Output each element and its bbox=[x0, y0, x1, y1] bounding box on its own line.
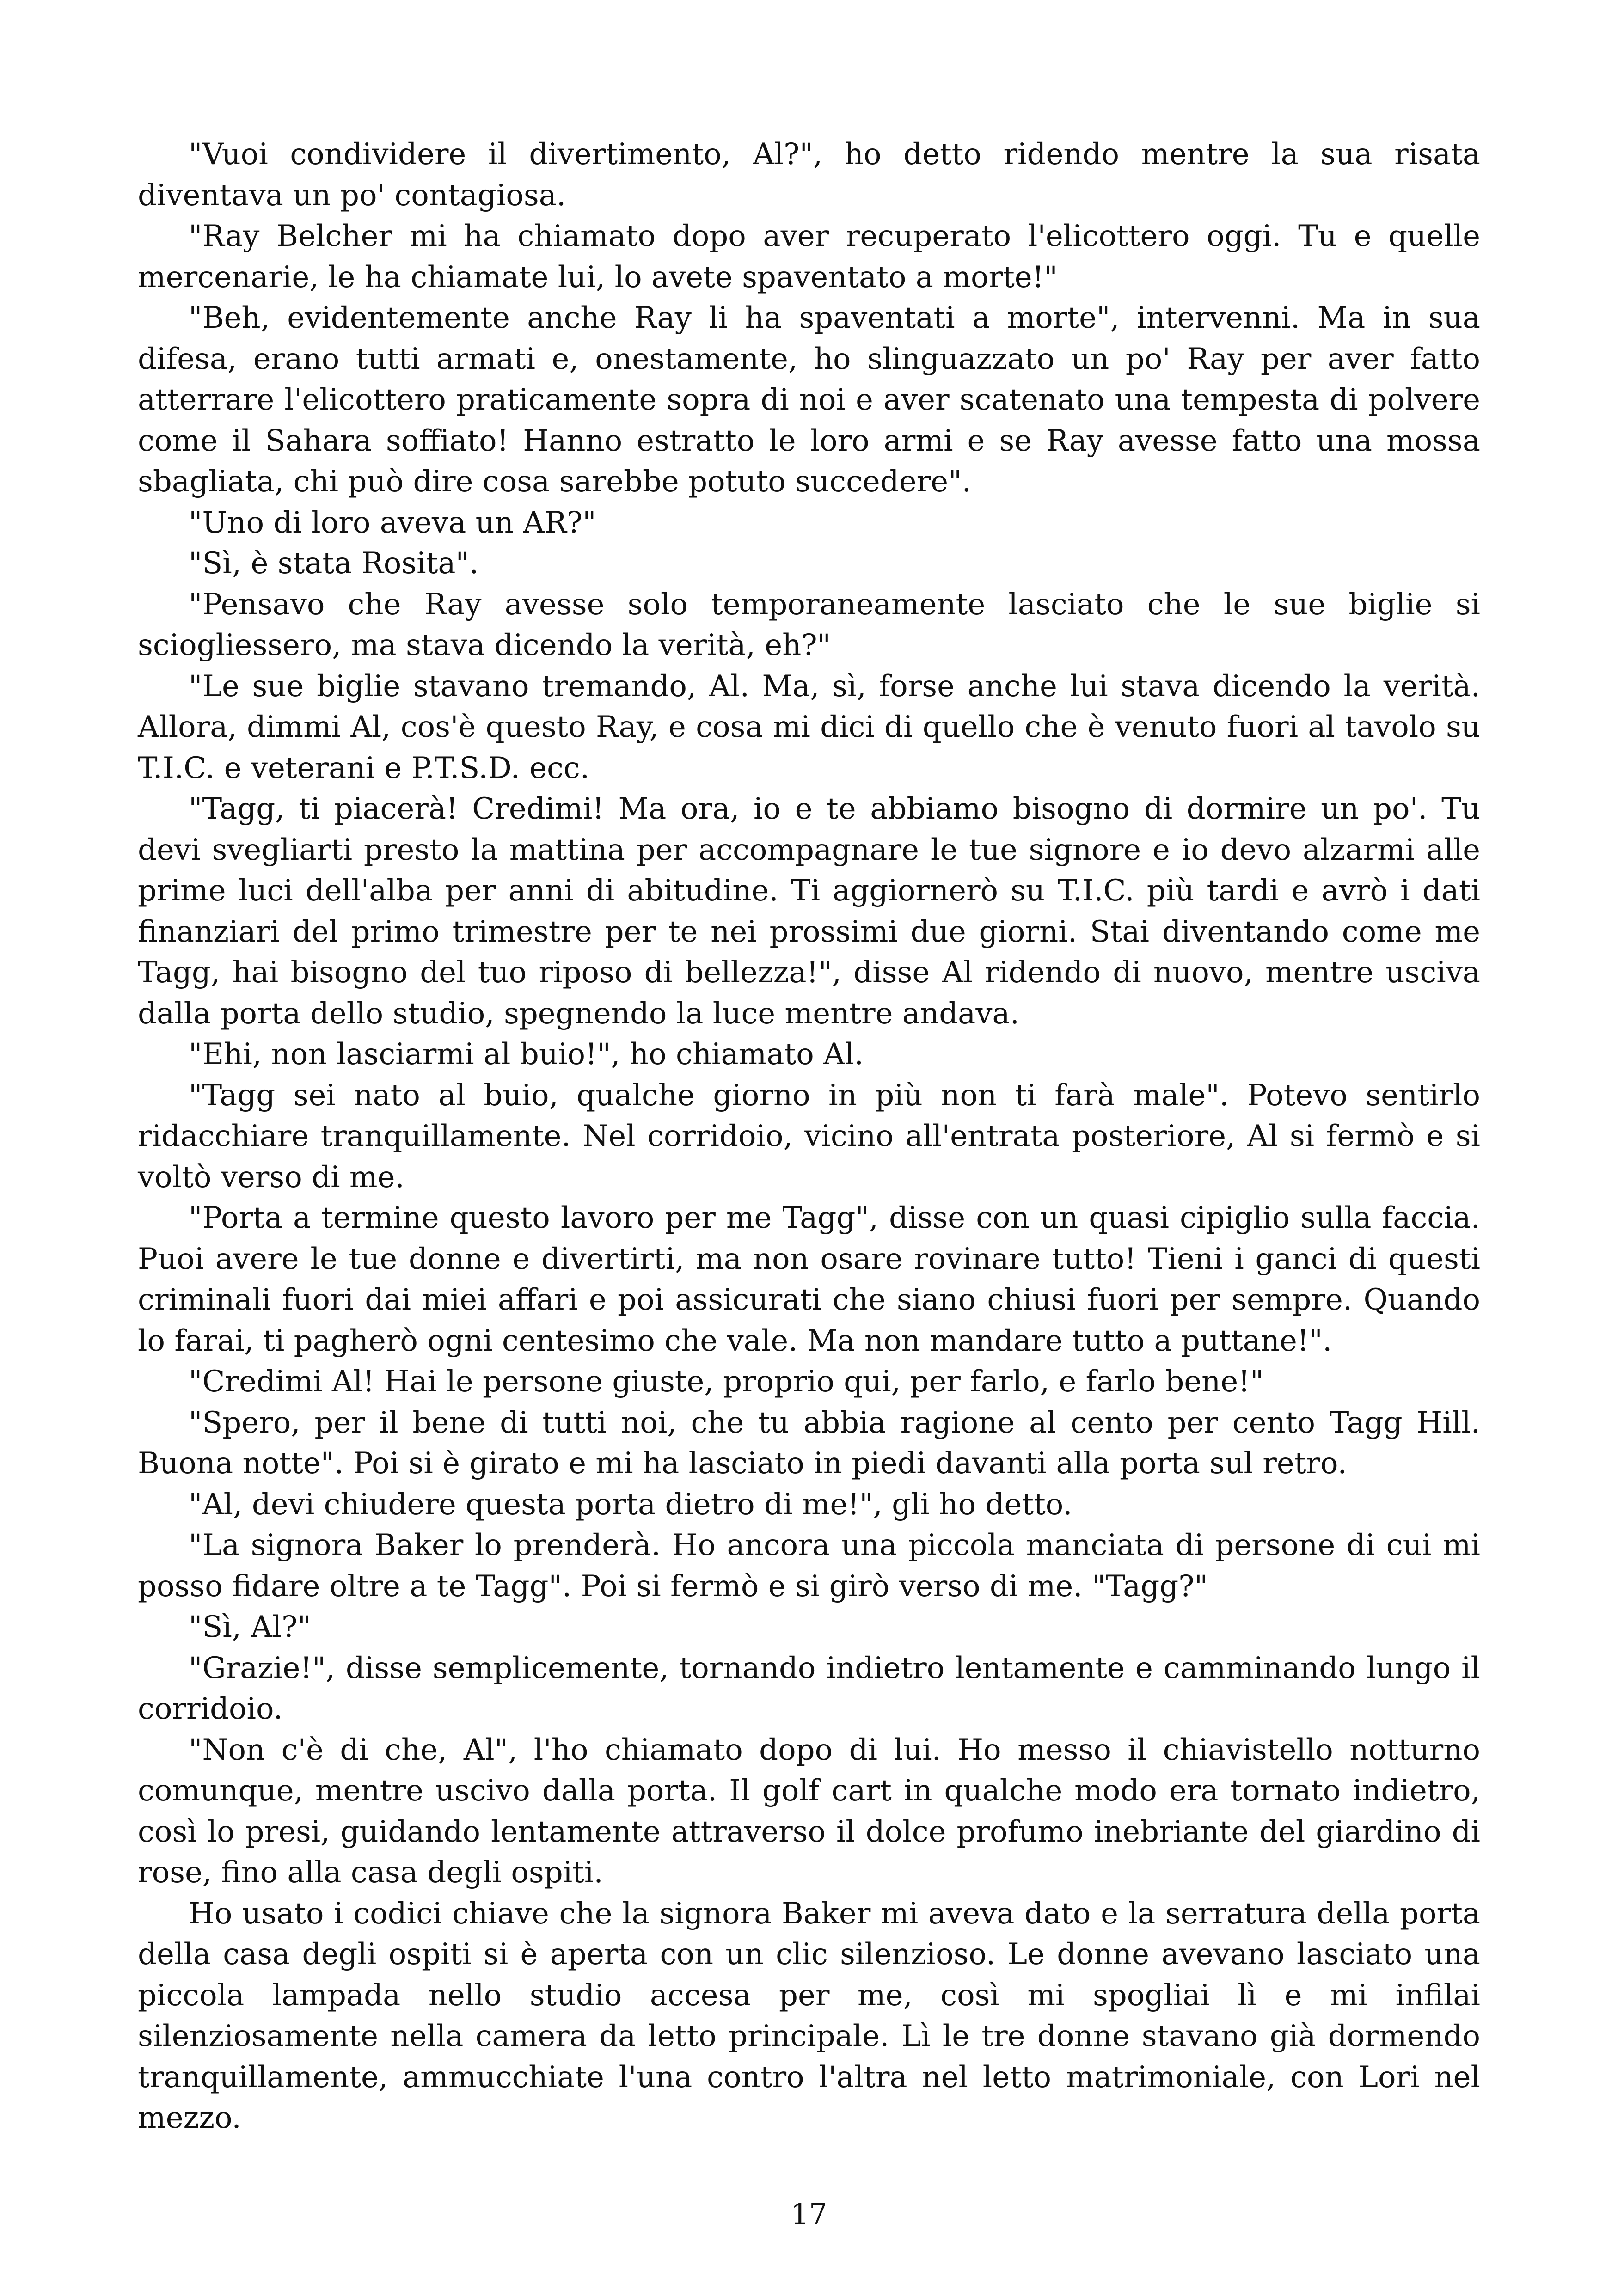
paragraph: "La signora Baker lo prenderà. Ho ancora una piccola manciata di persone di cui mi posso fidare oltre a te Tagg". Poi si fermò e si girò verso di me. "Tagg?" bbox=[138, 1528, 1480, 1604]
paragraph: "Ehi, non lasciarmi al buio!", ho chiamato Al. bbox=[189, 1037, 864, 1071]
paragraph: "Spero, per il bene di tutti noi, che tu abbia ragione al cento per cento Tagg Hill. Buona notte". Poi si è girato e mi ha lasciato in piedi davanti alla porta sul retro. bbox=[138, 1405, 1480, 1481]
paragraph: "Ray Belcher mi ha chiamato dopo aver recuperato l'elicottero oggi. Tu e quelle mercenarie, le ha chiamate lui, lo avete spaventato a morte!" bbox=[138, 219, 1480, 294]
paragraph: "Porta a termine questo lavoro per me Tagg", disse con un quasi cipiglio sulla faccia. Puoi avere le tue donne e divertirti, ma non osare rovinare tutto! Tieni i ganci di questi criminali fuori dai miei affari e poi assicurati che siano chiusi fuori per sempre. Quando lo farai, ti pagherò ogni centesimo che vale. Ma non mandare tutto a puttane!". bbox=[138, 1201, 1480, 1358]
paragraph: "Beh, evidentemente anche Ray li ha spaventati a morte", intervenni. Ma in sua difesa, erano tutti armati e, onestamente, ho slinguazzato un po' Ray per aver fatto atterrare l'elicottero praticamente sopra di noi e aver scatenato una tempesta di polvere come il Sahara soffiato! Hanno estratto le loro armi e se Ray avesse fatto una mossa sbagliata, chi può dire cosa sarebbe potuto succedere". bbox=[138, 301, 1480, 499]
paragraph: "Le sue biglie stavano tremando, Al. Ma, sì, forse anche lui stava dicendo la verità. Allora, dimmi Al, cos'è questo Ray, e cosa mi dici di quello che è venuto fuori al tavolo su T.I.C. e veterani e P.T.S.D. ecc. bbox=[138, 669, 1480, 785]
paragraph: "Sì, Al?" bbox=[189, 1610, 311, 1644]
page-number: 17 bbox=[791, 2197, 827, 2231]
paragraph: "Tagg, ti piacerà! Credimi! Ma ora, io e te abbiamo bisogno di dormire un po'. Tu devi svegliarti presto la mattina per accompagnare le tue signore e io devo alzarmi alle prime luci dell'alba per anni di abitudine. Ti aggiornerò su T.I.C. più tardi e avrò i dati finanziari del primo trimestre per te nei prossimi due giorni. Stai diventando come me Tagg, hai bisogno del tuo riposo di bellezza!", disse Al ridendo di nuovo, mentre usciva dalla porta dello studio, spegnendo la luce mentre andava. bbox=[138, 792, 1480, 1031]
body-text bbox=[138, 134, 1480, 2139]
paragraph: "Uno di loro aveva un AR?" bbox=[189, 505, 596, 540]
paragraph: "Sì, è stata Rosita". bbox=[189, 546, 479, 581]
paragraph: "Al, devi chiudere questa porta dietro di me!", gli ho detto. bbox=[189, 1487, 1073, 1522]
paragraph: "Grazie!", disse semplicemente, tornando indietro lentamente e camminando lungo il corridoio. bbox=[138, 1651, 1480, 1726]
paragraph: "Vuoi condividere il divertimento, Al?", ho detto ridendo mentre la sua risata diventava un po' contagiosa. bbox=[138, 137, 1480, 213]
paragraph: Ho usato i codici chiave che la signora Baker mi aveva dato e la serratura della porta della casa degli ospiti si è aperta con un clic silenzioso. Le donne avevano lasciato una piccola lampada nello studio accesa per me, così mi spogliai lì e mi infilai silenziosamente nella camera da letto principale. Lì le tre donne stavano già dormendo tranquillamente, ammucchiate l'una contro l'altra nel letto matrimoniale, con Lori nel mezzo. bbox=[138, 1896, 1480, 2135]
paragraph: "Tagg sei nato al buio, qualche giorno in più non ti farà male". Potevo sentirlo ridacchiare tranquillamente. Nel corridoio, vicino all'entrata posteriore, Al si fermò e si voltò verso di me. bbox=[138, 1078, 1480, 1194]
paragraph: "Non c'è di che, Al", l'ho chiamato dopo di lui. Ho messo il chiavistello notturno comunque, mentre uscivo dalla porta. Il golf cart in qualche modo era tornato indietro, così lo presi, guidando lentamente attraverso il dolce profumo inebriante del giardino di rose, fino alla casa degli ospiti. bbox=[138, 1733, 1480, 1890]
paragraph: "Pensavo che Ray avesse solo temporaneamente lasciato che le sue biglie si sciogliessero, ma stava dicendo la verità, eh?" bbox=[138, 587, 1480, 662]
paragraph: "Credimi Al! Hai le persone giuste, proprio qui, per farlo, e farlo bene!" bbox=[189, 1365, 1264, 1399]
